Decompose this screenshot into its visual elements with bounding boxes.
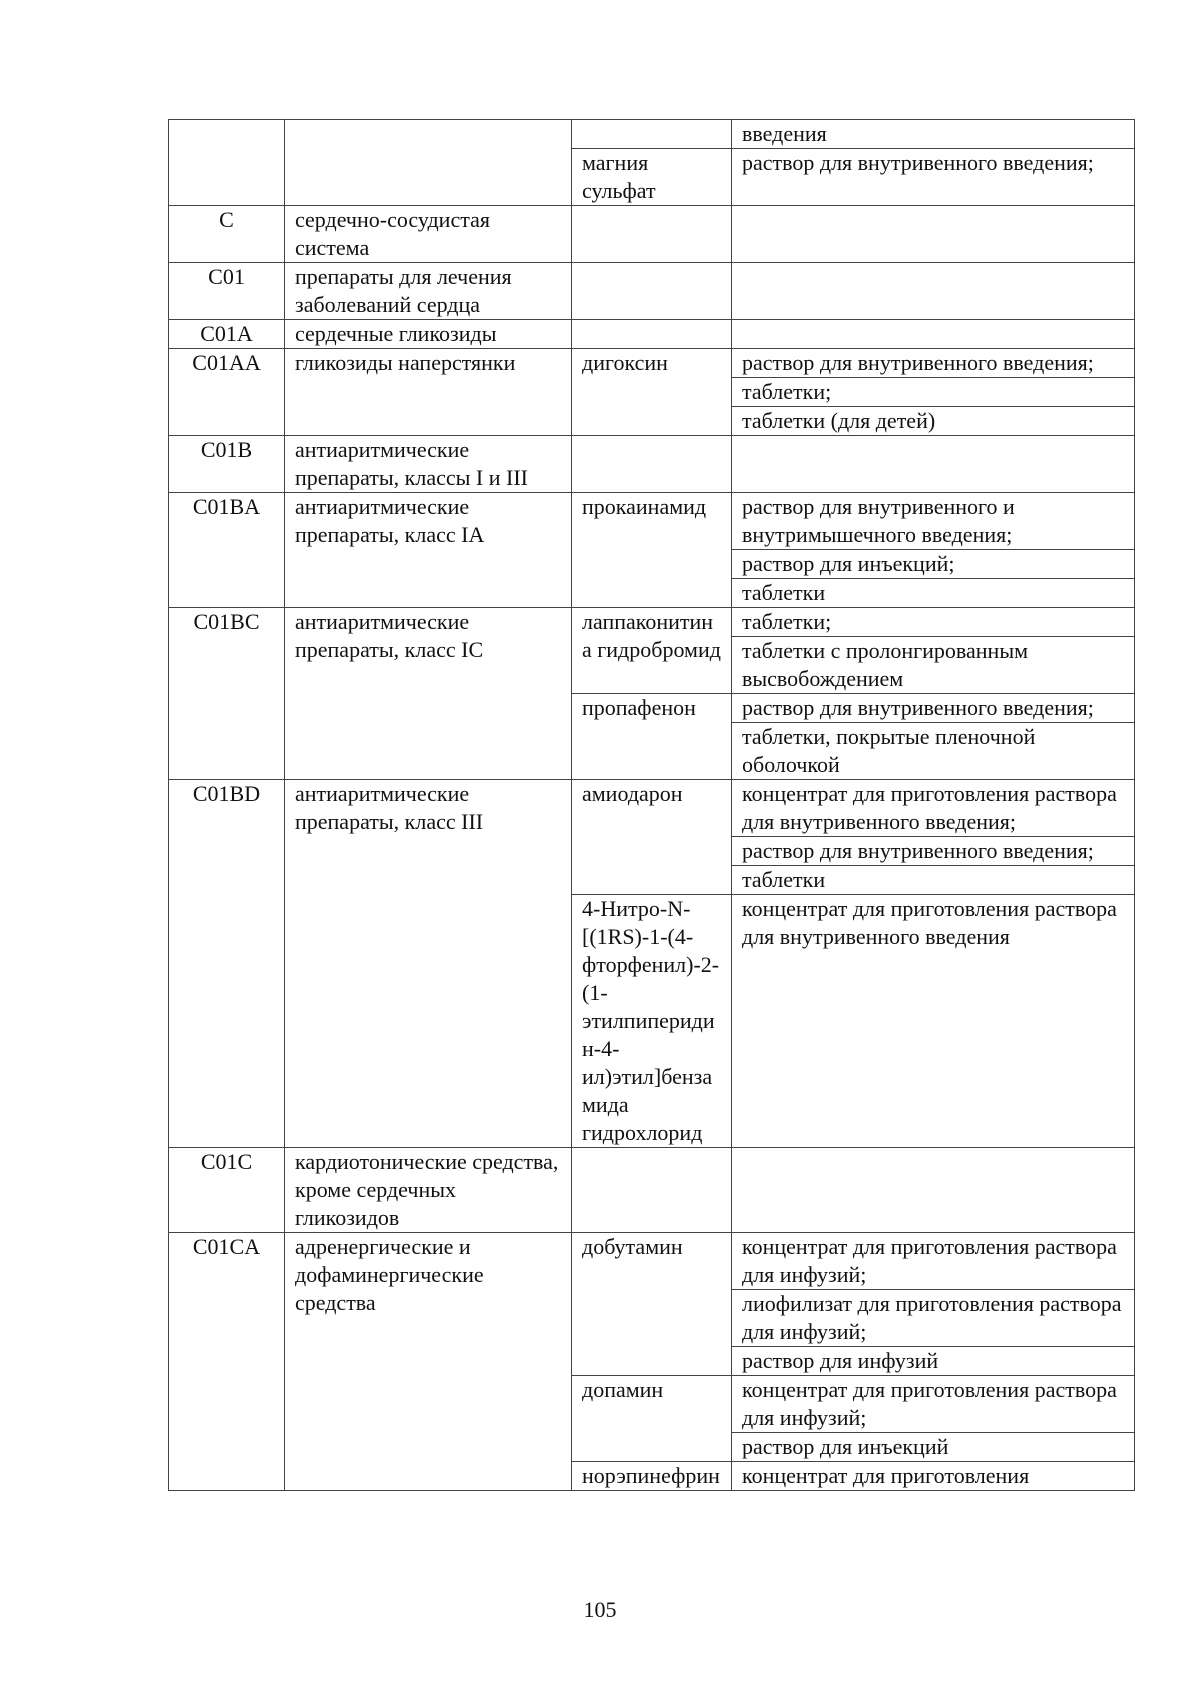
form-cell: лиофилизат для приготовления раствора для инфузий;	[732, 1290, 1135, 1347]
drug-cell: магния сульфат	[572, 149, 732, 206]
group-cell: сердечно-сосудистая система	[285, 206, 572, 263]
form-cell: таблетки (для детей)	[732, 407, 1135, 436]
table-row	[169, 320, 1135, 349]
form-cell: раствор для внутривенного введения;	[732, 694, 1135, 723]
table-row	[169, 206, 1135, 263]
form-cell: раствор для внутривенного и внутримышечного введения;	[732, 493, 1135, 550]
group-cell: антиаритмические препараты, класс III	[285, 780, 572, 1148]
drug-classification-table	[168, 119, 1135, 1491]
atc-code-cell: C01B	[169, 436, 285, 493]
group-cell: препараты для лечения заболеваний сердца	[285, 263, 572, 320]
form-cell: концентрат для приготовления раствора для внутривенного введения;	[732, 780, 1135, 837]
atc-code-cell: C01C	[169, 1148, 285, 1233]
form-cell: раствор для инфузий	[732, 1347, 1135, 1376]
atc-code-cell: C	[169, 206, 285, 263]
drug-cell: прокаинамид	[572, 493, 732, 608]
form-cell: концентрат для приготовления раствора для внутривенного введения	[732, 895, 1135, 1148]
form-cell	[732, 320, 1135, 349]
form-cell	[732, 1148, 1135, 1233]
page-number: 105	[583, 1597, 617, 1622]
form-cell: раствор для внутривенного введения;	[732, 349, 1135, 378]
drug-cell	[572, 206, 732, 263]
atc-code-cell: C01BD	[169, 780, 285, 1148]
table-row	[169, 493, 1135, 550]
table-row	[169, 780, 1135, 837]
form-cell: таблетки, покрытые пленочной оболочкой	[732, 723, 1135, 780]
form-cell: раствор для внутривенного введения;	[732, 837, 1135, 866]
drug-cell	[572, 1148, 732, 1233]
form-cell: таблетки	[732, 866, 1135, 895]
atc-code-cell: C01AA	[169, 349, 285, 436]
table-row	[169, 120, 1135, 149]
group-cell: антиаритмические препараты, классы I и III	[285, 436, 572, 493]
group-cell: антиаритмические препараты, класс IA	[285, 493, 572, 608]
drug-cell	[572, 436, 732, 493]
atc-code-cell: C01CA	[169, 1233, 285, 1491]
form-cell: таблетки;	[732, 608, 1135, 637]
form-cell: таблетки;	[732, 378, 1135, 407]
form-cell	[732, 206, 1135, 263]
drug-cell	[572, 120, 732, 149]
atc-code-cell: C01BA	[169, 493, 285, 608]
atc-code-cell: C01	[169, 263, 285, 320]
group-cell: гликозиды наперстянки	[285, 349, 572, 436]
form-cell: таблетки	[732, 579, 1135, 608]
table-row	[169, 436, 1135, 493]
drug-cell: допамин	[572, 1376, 732, 1462]
drug-cell	[572, 263, 732, 320]
atc-code-cell	[169, 120, 285, 206]
table-row	[169, 1148, 1135, 1233]
table-row	[169, 1233, 1135, 1290]
drug-cell: дигоксин	[572, 349, 732, 436]
drug-cell: амиодарон	[572, 780, 732, 895]
table-row	[169, 263, 1135, 320]
drug-cell: добутамин	[572, 1233, 732, 1376]
atc-code-cell: C01A	[169, 320, 285, 349]
group-cell: антиаритмические препараты, класс IC	[285, 608, 572, 780]
form-cell: раствор для инъекций;	[732, 550, 1135, 579]
drug-cell	[572, 320, 732, 349]
atc-code-cell: C01BC	[169, 608, 285, 780]
table-row	[169, 608, 1135, 637]
group-cell: сердечные гликозиды	[285, 320, 572, 349]
table-row	[169, 349, 1135, 378]
form-cell: введения	[732, 120, 1135, 149]
form-cell	[732, 263, 1135, 320]
drug-cell: лаппаконитина гидробромид	[572, 608, 732, 694]
group-cell: адренергические и дофаминергические средства	[285, 1233, 572, 1491]
form-cell: концентрат для приготовления раствора для инфузий;	[732, 1376, 1135, 1433]
form-cell: концентрат для приготовления	[732, 1462, 1135, 1491]
group-cell	[285, 120, 572, 206]
group-cell: кардиотонические средства, кроме сердечных гликозидов	[285, 1148, 572, 1233]
drug-cell: норэпинефрин	[572, 1462, 732, 1491]
form-cell: концентрат для приготовления раствора для инфузий;	[732, 1233, 1135, 1290]
form-cell: раствор для внутривенного введения;	[732, 149, 1135, 206]
form-cell: раствор для инъекций	[732, 1433, 1135, 1462]
drug-cell: пропафенон	[572, 694, 732, 780]
drug-cell: 4-Нитро-N-[(1RS)-1-(4-фторфенил)-2-(1-этилпиперидин-4-ил)этил]бензамида гидрохлорид	[572, 895, 732, 1148]
form-cell	[732, 436, 1135, 493]
form-cell: таблетки с пролонгированным высвобождением	[732, 637, 1135, 694]
